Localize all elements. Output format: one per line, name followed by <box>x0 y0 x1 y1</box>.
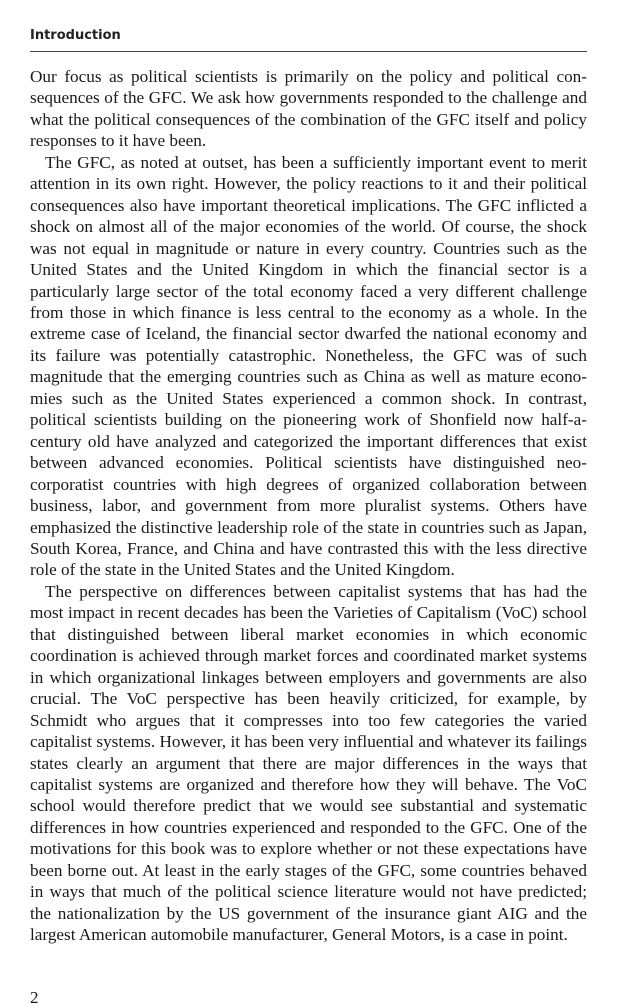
paragraph-3: The perspective on differences between capitalist systems that has had the most impact in recent decades has been the Varieties of Capitalism (VoC) school that distinguished between liberal market economies in which economic coordination is achieved through market forces and coordinated market systems in which organizational linkages between employers and governments are also crucial. The VoC perspective has been heavily criticized, for example, by Schmidt who argues that it compresses into too few categories the varied capitalist systems. However, it has been very influential and whatever its failings states clearly an argument that there are major differences in the ways that capitalist systems are organized and therefore how they will behave. The VoC school would therefore predict that we would see substantial and systematic differences in how countries experienced and responded to the GFC. One of the motivations for this book was to explore whether or not these expectations have been borne out. At least in the early stages of the GFC, some countries behaved in ways that much of the political science literature would not have predicted; the nationalization by the US government of the insurance giant AIG and the largest American automobile manufacturer, General Motors, is a case in point. <box>30 581 587 945</box>
running-head-title: Introduction <box>30 28 121 43</box>
body-text <box>30 66 587 946</box>
header-rule <box>30 51 587 52</box>
paragraph-1: Our focus as political scientists is primarily on the policy and political consequences of the GFC. We ask how governments responded to the challenge and what the political consequences of the combination of the GFC itself and policy responses to it have been. <box>30 67 587 151</box>
page-number: 2 <box>30 988 39 1007</box>
paragraph-2: The GFC, as noted at outset, has been a sufficiently important event to merit attention in its own right. However, the policy reactions to it and their political consequences also have important theoretical implications. The GFC inflicted a shock on almost all of the major economies of the world. Of course, the shock was not equal in magnitude or nature in every country. Countries such as the United States and the United Kingdom in which the financial sector is a particularly large sector of the total economy faced a very different challenge from those in which finance is less central to the economy as a whole. In the extreme case of Iceland, the financial sector dwarfed the national economy and its failure was potentially catastrophic. Nonetheless, the GFC was of such magnitude that the emerging countries such as China as well as mature economies such as the United States experienced a common shock. In contrast, political scientists building on the pioneering work of Shonfield now half-a-century old have analyzed and categorized the important differences that exist between advanced economies. Political scientists have distinguished neo-corporatist countries with high degrees of organized collaboration between business, labor, and government from more pluralist systems. Others have emphasized the distinctive leadership role of the state in countries such as Japan, South Korea, France, and China and have contrasted this with the less directive role of the state in the United States and the United Kingdom. <box>30 152 587 580</box>
